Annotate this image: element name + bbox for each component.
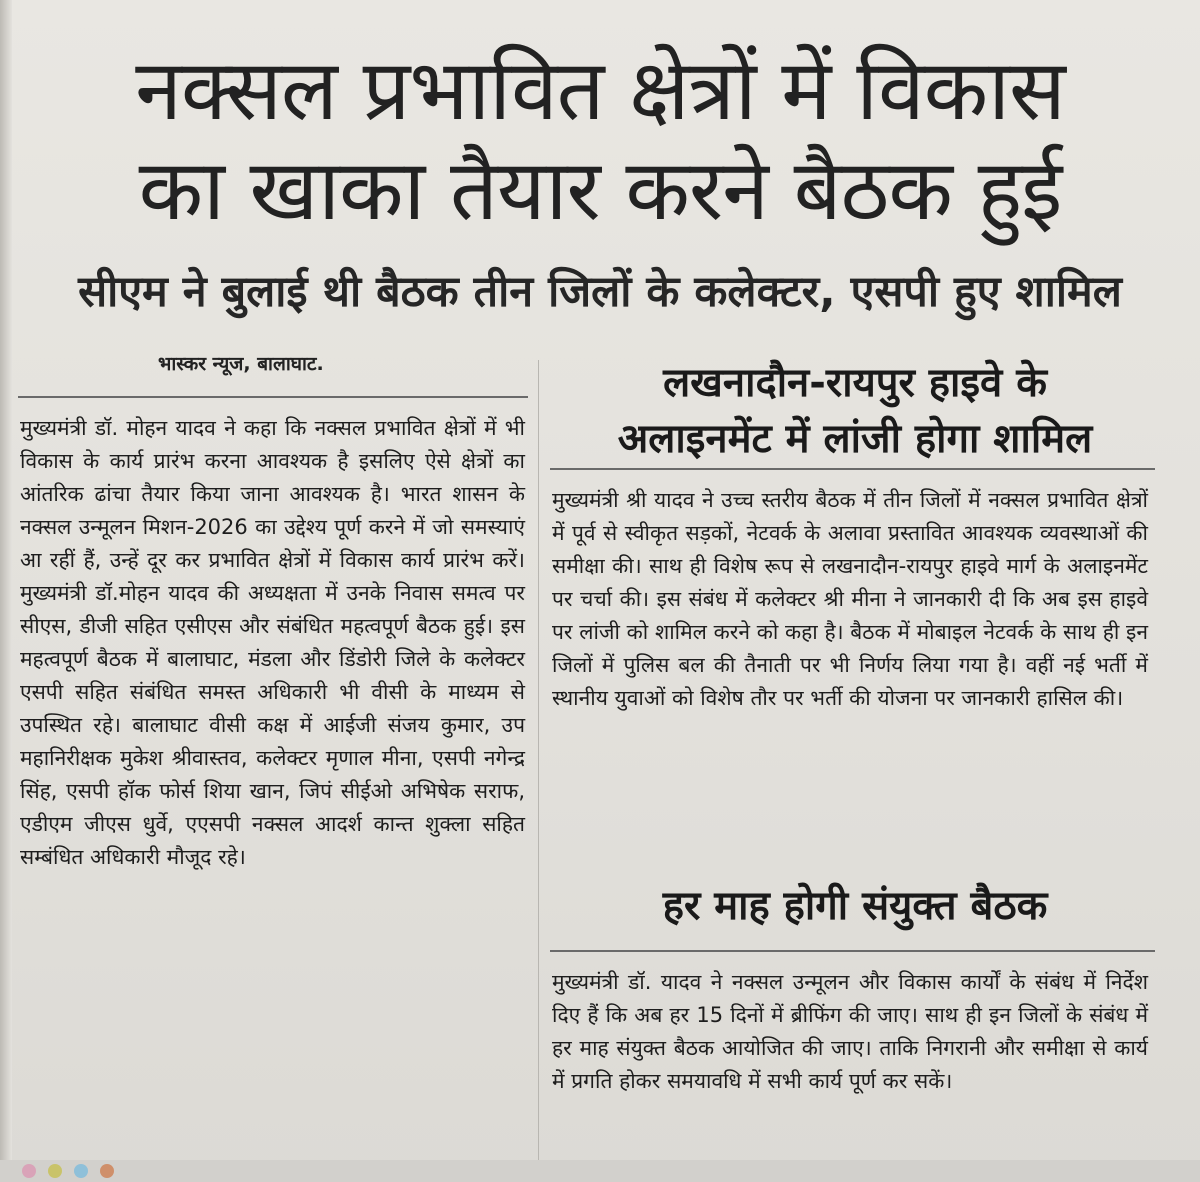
page-edge-shadow bbox=[0, 0, 12, 1182]
left-column bbox=[20, 412, 525, 874]
section2-body: मुख्यमंत्री डॉ. यादव ने नक्सल उन्मूलन और विकास कार्यों के संबंध में निर्देश दिए हैं कि अब हर 15 दिनों में ब्रीफिंग की जाए। साथ ही इन जिलों के संबंध में हर माह संयुक्त बैठक आयोजित की जाए। ताकि निगरानी और समीक्षा से कार्य में प्रगति होकर समयावधि में सभी कार्य पूर्ण कर सकें। bbox=[552, 970, 1148, 1093]
section1-title-line-2: अलाइनमेंट में लांजी होगा शामिल bbox=[617, 416, 1093, 462]
section1-title bbox=[552, 355, 1158, 467]
section2-title: हर माह होगी संयुक्त बैठक bbox=[662, 883, 1048, 929]
column-divider bbox=[538, 360, 539, 1160]
byline-rule bbox=[18, 396, 528, 398]
decorative-dot bbox=[48, 1164, 62, 1178]
decorative-dot bbox=[74, 1164, 88, 1178]
decorative-dot bbox=[100, 1164, 114, 1178]
headline-line-2: का खाका तैयार करने बैठक हुई bbox=[138, 141, 1062, 239]
section1-body: मुख्यमंत्री श्री यादव ने उच्च स्तरीय बैठक में तीन जिलों में नक्सल प्रभावित क्षेत्रों में पूर्व से स्वीकृत सड़कों, नेटवर्क के अलावा प्रस्तावित आवश्यक व्यवस्थाओं की समीक्षा की। साथ ही विशेष रूप से लखनादौन-रायपुर हाइवे मार्ग के अलाइनमेंट पर चर्चा की। इस संबंध में कलेक्टर श्री मीना ने जानकारी दी कि अब इस हाइवे पर लांजी को शामिल करने को कहा है। बैठक में मोबाइल नेटवर्क के साथ ही इन जिलों में पुलिस बल की तैनाती पर भी निर्णय लिया गया है। वहीं नई भर्ती में स्थानीय युवाओं को विशेष तौर पर भर्ती की योजना पर जानकारी हासिल की। bbox=[552, 488, 1148, 710]
section2-rule bbox=[550, 950, 1155, 952]
headline bbox=[20, 40, 1180, 240]
decorative-dot bbox=[22, 1164, 36, 1178]
subheadline: सीएम ने बुलाई थी बैठक तीन जिलों के कलेक्टर, एसपी हुए शामिल bbox=[78, 267, 1122, 317]
section1-rule bbox=[550, 468, 1155, 470]
left-column-paragraph: मुख्यमंत्री डॉ. मोहन यादव ने कहा कि नक्सल प्रभावित क्षेत्रों में भी विकास के कार्य प्रारंभ करना आवश्यक है इसलिए ऐसे क्षेत्रों का आंतरिक ढांचा तैयार किया जाना आवश्यक है। भारत शासन के नक्सल उन्मूलन मिशन-2026 का उद्देश्य पूर्ण करने में जो समस्याएं आ रहीं हैं, उन्हें दूर कर प्रभावित क्षेत्रों में विकास कार्य प्रारंभ करें। मुख्यमंत्री डॉ.मोहन यादव की अध्यक्षता में उनके निवास समत्व पर सीएस, डीजी सहित एसीएस और संबंधित महत्वपूर्ण बैठक हुई। इस महत्वपूर्ण बैठक में बालाघाट, मंडला और डिंडोरी जिले के कलेक्टर एसपी सहित संबंधित समस्त अधिकारी भी वीसी के माध्यम से उपस्थित रहे। बालाघाट वीसी कक्ष में आईजी संजय कुमार, उप महानिरीक्षक मुकेश श्रीवास्तव, कलेक्टर मृणाल मीना, एसपी नगेन्द्र सिंह, एसपी हॉक फोर्स शिया खान, जिपं सीईओ अभिषेक सराफ, एडीएम जीएस धुर्वे, एएसपी नक्सल आदर्श कान्त शुक्ला सहित सम्बंधित अधिकारी मौजूद रहे। bbox=[20, 416, 525, 869]
byline: भास्कर न्यूज, बालाघाट. bbox=[158, 353, 324, 375]
section1-title-line-1: लखनादौन-रायपुर हाइवे के bbox=[663, 360, 1047, 406]
bottom-strip bbox=[0, 1160, 1200, 1182]
headline-line-1: नक्सल प्रभावित क्षेत्रों में विकास bbox=[135, 41, 1065, 139]
